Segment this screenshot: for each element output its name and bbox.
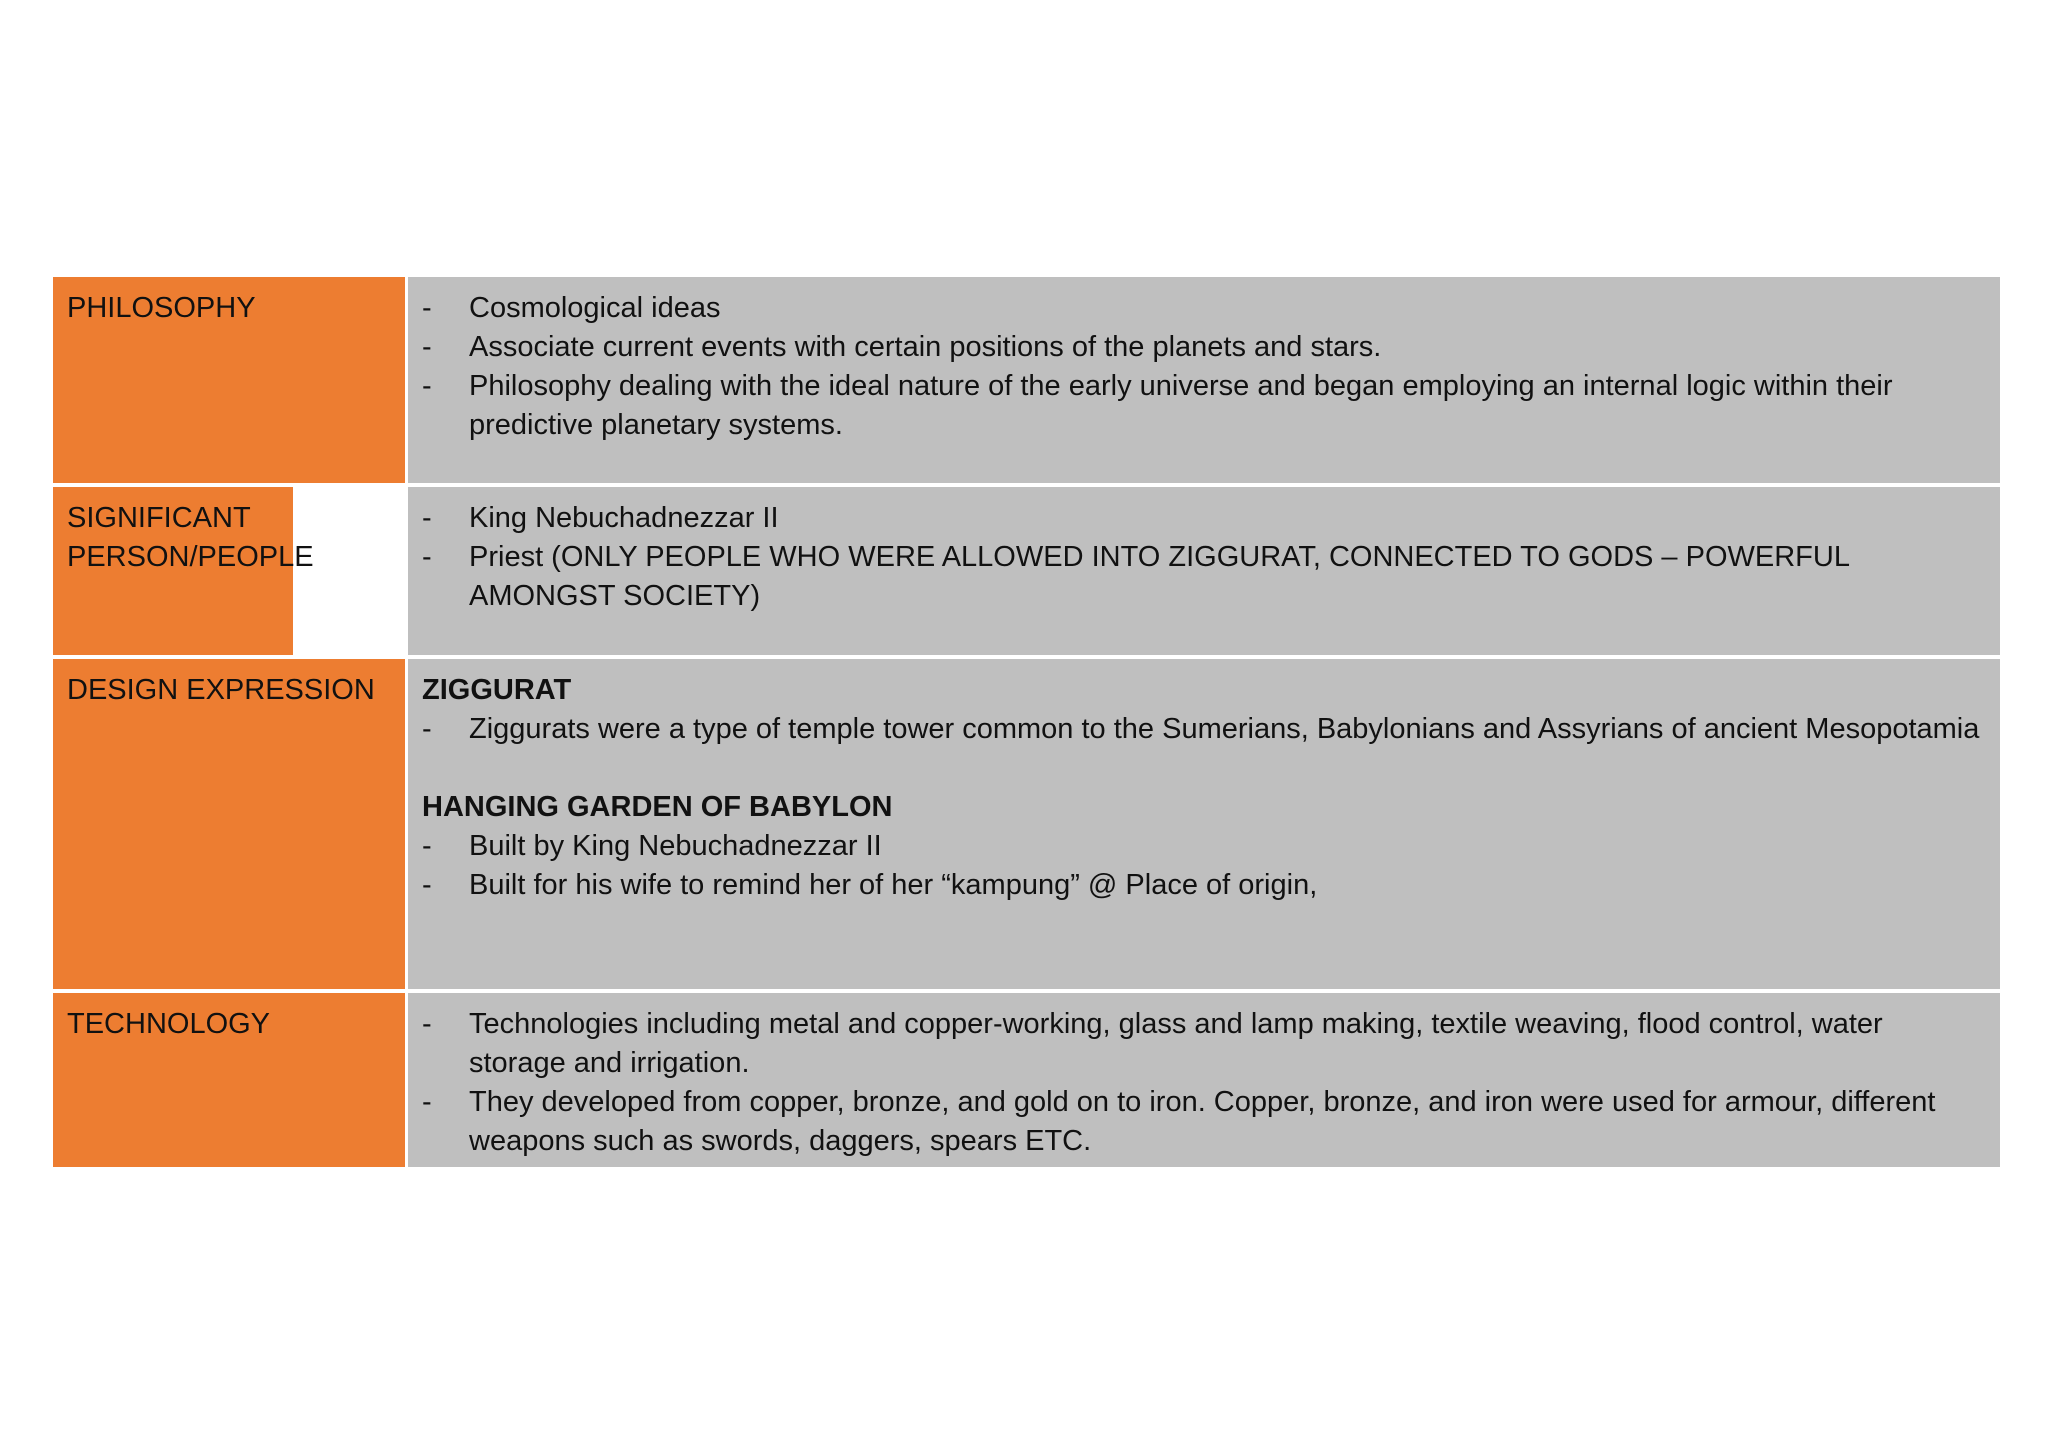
section-heading-ziggurat: ZIGGURAT [422, 674, 572, 706]
bullet-text: They developed from copper, bronze, and gold on to iron. Copper, bronze, and iron were used for armour, different weapons such as swords, daggers, spears ETC. [469, 1086, 1936, 1157]
row-content-technology [405, 993, 2000, 1167]
info-table [53, 277, 2000, 1167]
row-label-philosophy: PHILOSOPHY [53, 277, 405, 487]
bullet-text: Associate current events with certain positions of the planets and stars. [469, 331, 1382, 363]
bullet-text: Philosophy dealing with the ideal nature of the early universe and began employing an internal logic within their predictive planetary systems. [469, 370, 1893, 441]
bullet-marker: - [422, 292, 432, 324]
bullet-marker: - [422, 541, 432, 573]
bullet-marker: - [422, 370, 432, 402]
list-item [422, 827, 1986, 866]
list-item [422, 367, 1986, 445]
row-content-design-expression [405, 659, 2000, 993]
list-item [422, 866, 1986, 905]
bullet-text: Built by King Nebuchadnezzar II [469, 830, 882, 862]
list-item [422, 328, 1986, 367]
list-item [422, 538, 1986, 616]
list-item [422, 499, 1986, 538]
row-content-significant-people [405, 487, 2000, 659]
bullet-text: Built for his wife to remind her of her “kampung” @ Place of origin, [469, 869, 1318, 901]
row-label-text: SIGNIFICANT PERSON/PEOPLE [67, 502, 314, 573]
section-heading-hanging-garden: HANGING GARDEN OF BABYLON [422, 791, 893, 823]
bullet-marker: - [422, 713, 432, 745]
bullet-marker: - [422, 1008, 432, 1040]
bullet-marker: - [422, 1086, 432, 1118]
list-item [422, 289, 1986, 328]
list-item [422, 710, 1986, 749]
row-content-philosophy [405, 277, 2000, 487]
list-item [422, 1083, 1986, 1161]
bullet-text: Priest (ONLY PEOPLE WHO WERE ALLOWED INTO ZIGGURAT, CONNECTED TO GODS – POWERFUL AMONGST SOCIETY) [469, 541, 1849, 612]
bullet-text: King Nebuchadnezzar II [469, 502, 779, 534]
bullet-text: Cosmological ideas [469, 292, 721, 324]
bullet-marker: - [422, 830, 432, 862]
bullet-text: Technologies including metal and copper-working, glass and lamp making, textile weaving, flood control, water storage and irrigation. [469, 1008, 1883, 1079]
bullet-text: Ziggurats were a type of temple tower common to the Sumerians, Babylonians and Assyrians of ancient Mesopotamia [469, 713, 1980, 745]
bullet-marker: - [422, 331, 432, 363]
row-label-design-expression: DESIGN EXPRESSION [53, 659, 405, 993]
section-spacer [422, 749, 1986, 788]
bullet-marker: - [422, 502, 432, 534]
bullet-marker: - [422, 869, 432, 901]
row-label-significant-people [53, 487, 314, 659]
list-item [422, 1005, 1986, 1083]
row-label-technology: TECHNOLOGY [53, 993, 405, 1167]
